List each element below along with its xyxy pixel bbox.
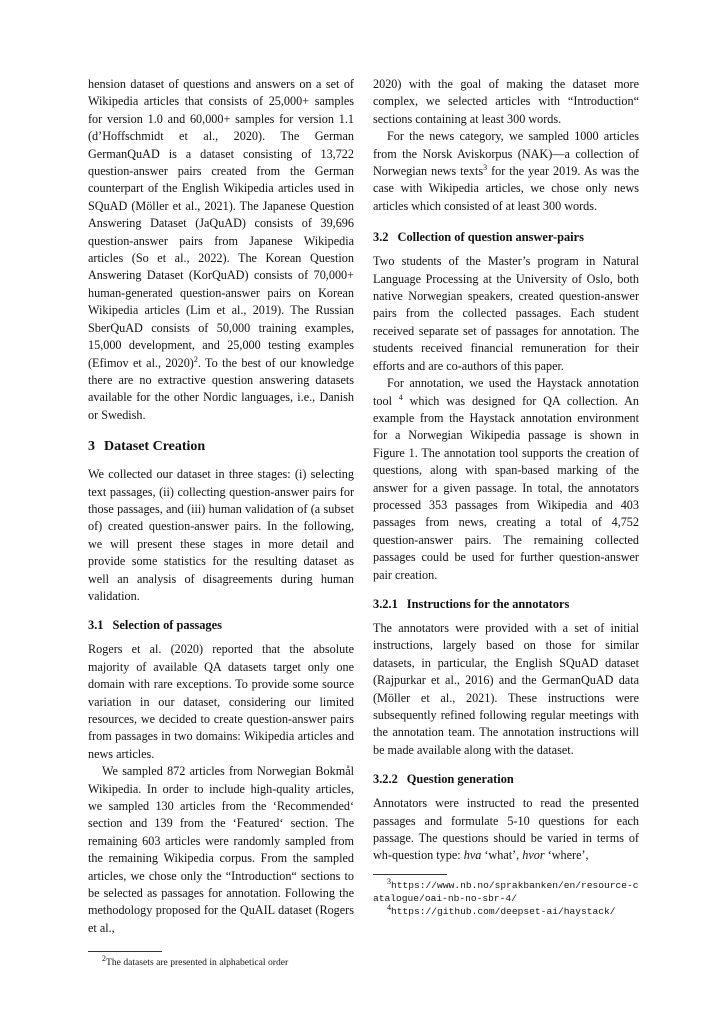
left-column — [88, 76, 354, 969]
paragraph-annotators: Two students of the Master’s program in Natural Language Processing at the University of Oslo, both native Norwegian speakers, created question-answer pairs from the collected passages. Each student received separate set of passages for annotation. The students received financial remuneration for their efforts and are co-authors of this paper. — [373, 254, 639, 373]
footnote-4-url[interactable]: https://github.com/deepset-ai/haystack/ — [391, 905, 616, 917]
footnote-4: $^4$https://github.com/deepset-ai/haystack/ — [387, 902, 616, 917]
subsubsection-heading-instructions: 3.2.1 Instructions for the annotators — [373, 596, 570, 611]
section-heading-dataset-creation: 3 Dataset Creation — [88, 439, 206, 455]
paragraph-dataset-overview: We collected our dataset in three stages: (i) selecting text passages, (ii) collecting question-answer pairs for those passages, and (iii) human validation of (a subset of) created question-answer pairs. In the following, we will present these stages in more detail and provide some statistics for the resulting dataset as well an analysis of disagreements during human validation. — [88, 467, 354, 603]
footnote-3-url[interactable]: https://www.nb.no/sprakbanken/en/resource-catalogue/oai-nb-no-sbr-4/ — [373, 879, 639, 904]
footnote-ref-4[interactable]: 4 — [398, 392, 403, 402]
paragraph-news-sampling: For the news category, we sampled 1000 articles from the Norsk Aviskorpus (NAK)—a collection of Norwegian news texts$^3$ for the year 2019. As was the case with Wikipedia articles, we chose only news articles which consisted of at least 300 words. — [373, 129, 639, 213]
footnote-rule — [88, 951, 162, 952]
subsubsection-heading-question-generation: 3.2.2 Question generation — [373, 772, 514, 787]
paragraph-quail-cont: 2020) with the goal of making the dataset more complex, we selected articles with “Introduction“ sections containing at least 300 words. — [373, 77, 639, 126]
footnote-ref-3[interactable]: 3 — [483, 162, 488, 172]
right-column — [373, 76, 639, 918]
paragraph-domains: Rogers et al. (2020) reported that the absolute majority of available QA datasets target only one domain with rare exceptions. To provide some source variation in our dataset, considering our limited resources, we decided to create question-answer pairs from passages in two domains: Wikipedia articles and news articles. — [88, 642, 354, 761]
subsection-heading-selection: 3.1 Selection of passages — [88, 618, 222, 633]
footnote-2: $^2$The datasets are presented in alphabetical order — [102, 954, 289, 969]
footnote-rule-right — [373, 874, 447, 875]
footnote-ref-2[interactable]: 2 — [193, 354, 198, 364]
paragraph-related-work: hension dataset of questions and answers on a set of Wikipedia articles that consists of 25,000+ samples for version 1.0 and 60,000+ samples for version 1.1 (d’Hoffschmidt et al., 2020). The German GermanQuAD is a dataset consisting of 13,722 question-answer pairs created from the German counterpart of the English Wikipedia articles used in SQuAD (Möller et al., 2021). The Japanese Question Answering Dataset (JaQuAD) consists of 39,696 question-answer pairs from Japanese Wikipedia articles (So et al., 2022). The Korean Question Answering Dataset (KorQuAD) consists of 70,000+ human-generated question-answer pairs on Korean Wikipedia articles (Lim et al., 2019). The Russian SberQuAD consists of 50,000 training examples, 15,000 development, and 25,000 testing examples (Efimov et al., 2020)$^2$. To the best of our knowledge there are no extractive question answering datasets available for the other Nordic languages, i.e., Danish or Swedish. — [88, 77, 354, 422]
paragraph-instructions: The annotators were provided with a set of initial instructions, largely based on those for similar datasets, in particular, the English SQuAD dataset (Rajpurkar et al., 2016) and the GermanQuAD data (Möller et al., 2021). These instructions were subsequently refined following regular meetings with the annotation team. The annotation instructions will be made available along with the dataset. — [373, 620, 639, 757]
paragraph-wikipedia-sampling: We sampled 872 articles from Norwegian Bokmål Wikipedia. In order to include high-quality articles, we sampled 130 articles from the ‘Recommended‘ section and 139 from the ‘Featured‘ section. The remaining 603 articles were randomly sampled from the remaining Wikipedia corpus. From the sampled articles, we chose only the “Introduction“ sections to be selected as passages for annotation. Following the methodology proposed for the QuAIL dataset (Rogers et al., — [88, 764, 354, 935]
paragraph-question-generation: Annotators were instructed to read the presented passages and formulate 5-10 questions for each passage. The questions should be varied in terms of wh-question type: hva ‘what’, hvor ‘where’, — [373, 796, 639, 863]
footnote-3: $^3$https://www.nb.no/sprakbanken/en/resource-catalogue/oai-nb-no-sbr-4/ — [373, 876, 639, 904]
subsection-heading-collection: 3.2 Collection of question answer-pairs — [373, 230, 584, 245]
paragraph-haystack: For annotation, we used the Haystack annotation tool $^4$ which was designed for QA collection. An example from the Haystack annotation environment for a Norwegian Wikipedia passage is shown in Figure 1. The annotation tool supports the creation of questions, along with span-based marking of the answer for a given passage. In total, the annotators processed 353 passages from Wikipedia and 403 passages from news, creating a total of 4,752 question-answer pairs. The remaining collected passages could be used for further question-answer pair creation. — [373, 376, 639, 582]
